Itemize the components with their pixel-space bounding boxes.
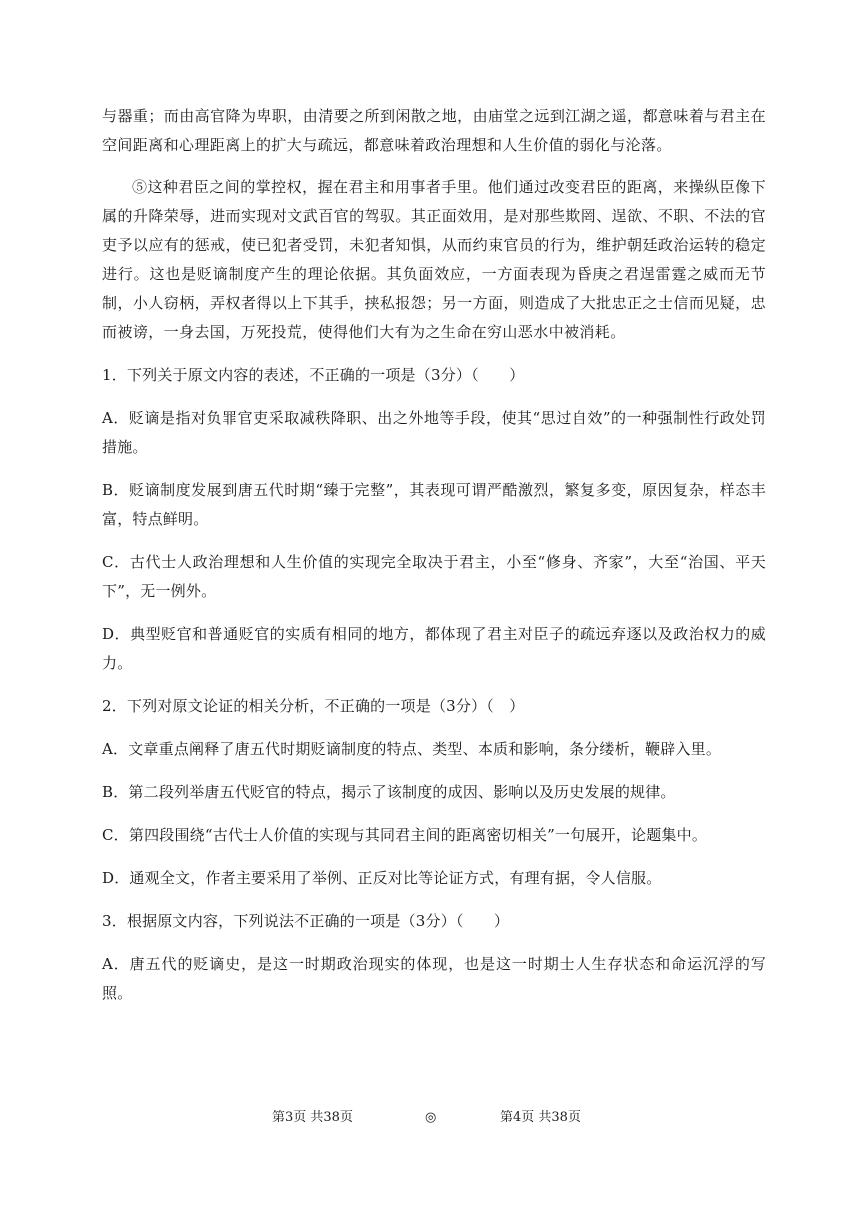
passage-paragraph-continued: 与器重；而由高官降为卑职，由清要之所到闲散之地，由庙堂之远到江湖之遥，都意味着与君主在空间距离和心理距离上的扩大与疏远，都意味着政治理想和人生价值的弱化与沦落。: [102, 107, 766, 154]
question-1-option-d: D．典型贬官和普通贬官的实质有相同的地方，都体现了君主对臣子的疏远弃逐以及政治权力的威力。: [102, 625, 766, 672]
page-number-left: 第3页 共38页: [272, 1110, 353, 1125]
question-2-option-d: D．通观全文，作者主要采用了举例、正反对比等论证方式，有理有据，令人信服。: [102, 869, 662, 887]
question-2-stem: 2．下列对原文论证的相关分析，不正确的一项是（3分）（ ）: [102, 697, 525, 715]
question-1-stem: 1．下列关于原文内容的表述，不正确的一项是（3分）（ ）: [102, 366, 525, 384]
question-2-option-c: C．第四段围绕“古代士人价值的实现与其同君主间的距离密切相关”一句展开，论题集中。: [102, 826, 708, 844]
page-number-right: 第4页 共38页: [500, 1110, 581, 1125]
question-1-option-c: C．古代士人政治理想和人生价值的实现完全取决于君主，小至“修身、齐家”，大至“治国、平天下”，无一例外。: [102, 553, 766, 600]
question-1-option-b: B．贬谪制度发展到唐五代时期“臻于完整”，其表现可谓严酷激烈，繁复多变，原因复杂，样态丰富，特点鲜明。: [102, 481, 766, 528]
question-3-stem: 3．根据原文内容，下列说法不正确的一项是（3分）（ ）: [102, 912, 510, 930]
question-2-option-b: B．第二段列举唐五代贬官的特点，揭示了该制度的成因、影响以及历史发展的规律。: [102, 783, 676, 801]
question-3-option-a: A．唐五代的贬谪史，是这一时期政治现实的体现，也是这一时期士人生存状态和命运沉浮的写照。: [102, 955, 766, 1002]
question-1-option-a: A．贬谪是指对负罪官吏采取减秩降职、出之外地等手段，使其“思过自效”的一种强制性行政处罚措施。: [102, 409, 766, 456]
document-page: [102, 102, 766, 1008]
passage-paragraph-5: ⑤这种君臣之间的掌控权，握在君主和用事者手里。他们通过改变君臣的距离，来操纵臣像下属的升降荣辱，进而实现对文武百官的驾驭。其正面效用，是对那些欺罔、逞欲、不职、不法的官吏予以应有的惩戒，使已犯者受罚，未犯者知惧，从而约束官员的行为，维护朝廷政治运转的稳定进行。这也是贬谪制度产生的理论依据。其负面效应，一方面表现为昏庚之君逞雷霆之威而无节制，小人窃柄，弄权者得以上下其手，挟私报怨；另一方面，则造成了大批忠正之士信而见疑，忠而被谤，一身去国，万死投荒，使得他们大有为之生命在穷山恶水中被消耗。: [102, 178, 766, 341]
footer-separator-icon: ◎: [425, 1110, 437, 1125]
question-2-option-a: A．文章重点阐释了唐五代时期贬谪制度的特点、类型、本质和影响，条分缕析，鞭辟入里。: [102, 740, 722, 758]
